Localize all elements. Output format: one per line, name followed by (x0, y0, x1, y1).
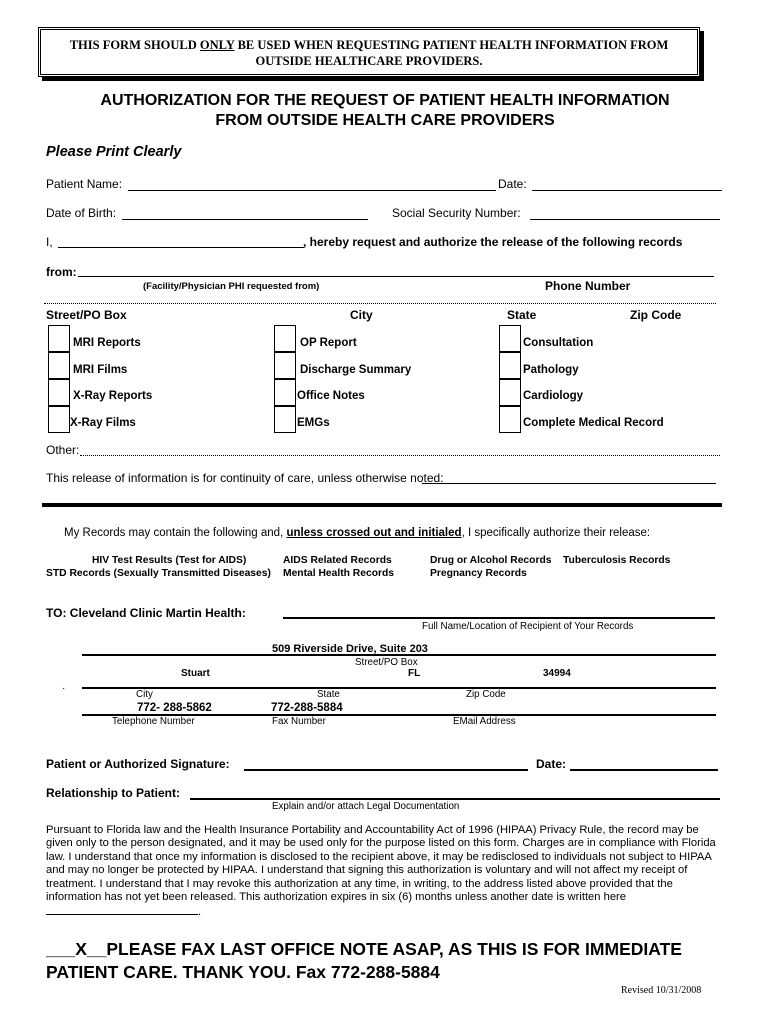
checkbox-pathology[interactable] (499, 352, 521, 379)
checkbox-mri-reports[interactable] (48, 325, 70, 352)
recipient-street-value: 509 Riverside Drive, Suite 203 (272, 643, 428, 655)
checkbox-xray-films[interactable] (48, 406, 70, 433)
from-label: from: (46, 265, 77, 279)
label-discharge-summary: Discharge Summary (300, 364, 412, 376)
checkbox-xray-reports[interactable] (48, 379, 70, 406)
hiv-records: HIV Test Results (Test for AIDS) (92, 555, 247, 566)
recipient-name-hint: Full Name/Location of Recipient of Your Records (422, 621, 634, 632)
label-cardiology: Cardiology (523, 390, 584, 402)
notice-line-2: OUTSIDE HEALTHCARE PROVIDERS. (255, 54, 483, 68)
label-office-notes: Office Notes (297, 390, 365, 402)
std-records: STD Records (Sexually Transmitted Diseases) (46, 568, 271, 579)
checkbox-cardiology[interactable] (499, 379, 521, 406)
date-label: Date: (498, 177, 527, 191)
other-field[interactable] (80, 455, 720, 456)
city-label: City (350, 308, 373, 322)
checkbox-mri-films[interactable] (48, 352, 70, 379)
tuberculosis-records: Tuberculosis Records (563, 555, 671, 566)
date-field[interactable] (532, 190, 722, 191)
checkbox-complete-medical-record[interactable] (499, 406, 521, 433)
legal-paragraph: Pursuant to Florida law and the Health Insurance Portability and Accountability Act of 1996 (HIPAA) Privacy Rule, the record may be given only to the person designated, and it may be used only for the purpose listed on this form. Charges are in compliance with Florida law. I understand that once my information is disclosed to the recipient above, it may be redisclosed to individuals not subject to HIPAA and may no longer be protected by HIPAA. I understand that signing this authorization is voluntary and will not affect my receipt of treatment. I understand that I may revoke this authorization at any time, in writing, to the address listed above provided that the information has not yet been released. This authorization expires in six (6) months unless another date is written here . (46, 824, 716, 919)
patient-name-field[interactable] (128, 190, 496, 191)
signature-field[interactable] (244, 769, 528, 771)
signature-date-field[interactable] (570, 769, 718, 771)
signature-date-label: Date: (536, 757, 567, 771)
dob-field[interactable] (122, 219, 368, 220)
continuity-field[interactable] (422, 483, 716, 484)
recipient-name-field[interactable] (283, 617, 715, 619)
recipient-phone-value: 772- 288-5862 (137, 702, 212, 714)
state-hint: State (317, 689, 340, 700)
fax-hint: Fax Number (272, 716, 326, 727)
phone-number-label: Phone Number (545, 279, 631, 293)
label-mri-films: MRI Films (73, 364, 128, 376)
label-consultation: Consultation (523, 337, 594, 349)
title-line-1: AUTHORIZATION FOR THE REQUEST OF PATIENT HEALTH INFORMATION (100, 92, 670, 109)
recipient-to-label: TO: Cleveland Clinic Martin Health: (46, 606, 246, 620)
relationship-field[interactable] (190, 798, 720, 800)
label-complete-medical-record: Complete Medical Record (523, 417, 664, 429)
phone-hint: Telephone Number (112, 716, 195, 727)
form-title (0, 91, 770, 131)
label-op-report: OP Report (300, 337, 357, 349)
notice-only-emphasis: ONLY (199, 38, 235, 52)
legal-text: Pursuant to Florida law and the Health Insurance Portability and Accountability Act of 1996 (HIPAA) Privacy Rule, the record may be given only to the person designated, and it may be used only for the purpose listed on this form. Charges are in compliance with Florida law. I understand that once my information is disclosed to the recipient above, it may be redisclosed to individuals not subject to HIPAA and may no longer be protected by HIPAA. I understand that signing this authorization is voluntary and will not affect my receipt of treatment. I understand that I may revoke this authorization at any time, in writing, to the address listed above provided that the information has not yet been released. This authorization expires in six (6) months unless another date is written here (46, 824, 716, 904)
pregnancy-records: Pregnancy Records (430, 568, 527, 579)
records-intro-emphasis: unless crossed out and initialed (286, 527, 462, 539)
checkbox-emgs[interactable] (274, 406, 296, 433)
mental-health-records: Mental Health Records (283, 568, 395, 579)
other-label: Other: (46, 443, 80, 457)
zip-hint: Zip Code (466, 689, 506, 700)
checkbox-discharge-summary[interactable] (274, 352, 296, 379)
recipient-street-field[interactable] (82, 654, 716, 656)
checkbox-office-notes[interactable] (274, 379, 296, 406)
title-line-2: FROM OUTSIDE HEALTH CARE PROVIDERS (215, 112, 555, 129)
label-emgs: EMGs (297, 417, 330, 429)
stray-dot: · (62, 683, 66, 694)
relationship-label: Relationship to Patient: (46, 786, 181, 800)
street-label: Street/PO Box (46, 308, 127, 322)
please-print-clearly: Please Print Clearly (46, 144, 182, 160)
notice-line-1: THIS FORM SHOULD ONLY BE USED WHEN REQUESTING PATIENT HEALTH INFORMATION FROM (69, 38, 669, 52)
patient-name-label: Patient Name: (46, 177, 123, 191)
recipient-street-hint: Street/PO Box (355, 657, 418, 668)
zip-label: Zip Code (630, 308, 682, 322)
recipient-city-value: Stuart (181, 668, 210, 679)
checkbox-op-report[interactable] (274, 325, 296, 352)
drug-alcohol-records: Drug or Alcohol Records (430, 555, 552, 566)
section-divider (42, 503, 722, 507)
request-text: , hereby request and authorize the release of the following records (303, 235, 683, 249)
recipient-zip-value: 34994 (543, 668, 571, 679)
label-xray-reports: X-Ray Reports (73, 390, 153, 402)
revised-date: Revised 10/31/2008 (621, 985, 702, 996)
label-xray-films: X-Ray Films (70, 417, 136, 429)
recipient-fax-value: 772-288-5884 (271, 702, 343, 714)
label-pathology: Pathology (523, 364, 579, 376)
state-label: State (507, 308, 537, 322)
i-label: I, (46, 235, 53, 249)
ssn-field[interactable] (530, 219, 720, 220)
facility-hint: (Facility/Physician PHI requested from) (143, 281, 320, 292)
city-hint: City (136, 689, 153, 700)
recipient-state-value: FL (408, 668, 421, 679)
label-mri-reports: MRI Reports (73, 337, 141, 349)
address-field[interactable] (44, 303, 716, 304)
fax-note-line-1: ___X__PLEASE FAX LAST OFFICE NOTE ASAP, AS THIS IS FOR IMMEDIATE (46, 939, 682, 959)
dob-label: Date of Birth: (46, 206, 117, 220)
records-intro: My Records may contain the following and, unless crossed out and initialed, I specifically authorize their release: (64, 527, 651, 539)
relationship-hint: Explain and/or attach Legal Documentation (272, 801, 460, 812)
fax-note-line-2: PATIENT CARE. THANK YOU. Fax 772-288-5884 (46, 962, 440, 982)
recipient-city-field[interactable] (82, 687, 716, 689)
continuity-text: This release of information is for continuity of care, unless otherwise noted: (46, 471, 444, 485)
email-hint: EMail Address (453, 716, 516, 727)
ssn-label: Social Security Number: (392, 206, 521, 220)
checkbox-consultation[interactable] (499, 325, 521, 352)
signature-label: Patient or Authorized Signature: (46, 757, 230, 771)
requester-name-field[interactable] (58, 247, 304, 248)
notice-box (38, 27, 700, 77)
expiration-date-field[interactable] (46, 904, 198, 915)
from-field[interactable] (78, 276, 714, 277)
aids-records: AIDS Related Records (283, 555, 392, 566)
